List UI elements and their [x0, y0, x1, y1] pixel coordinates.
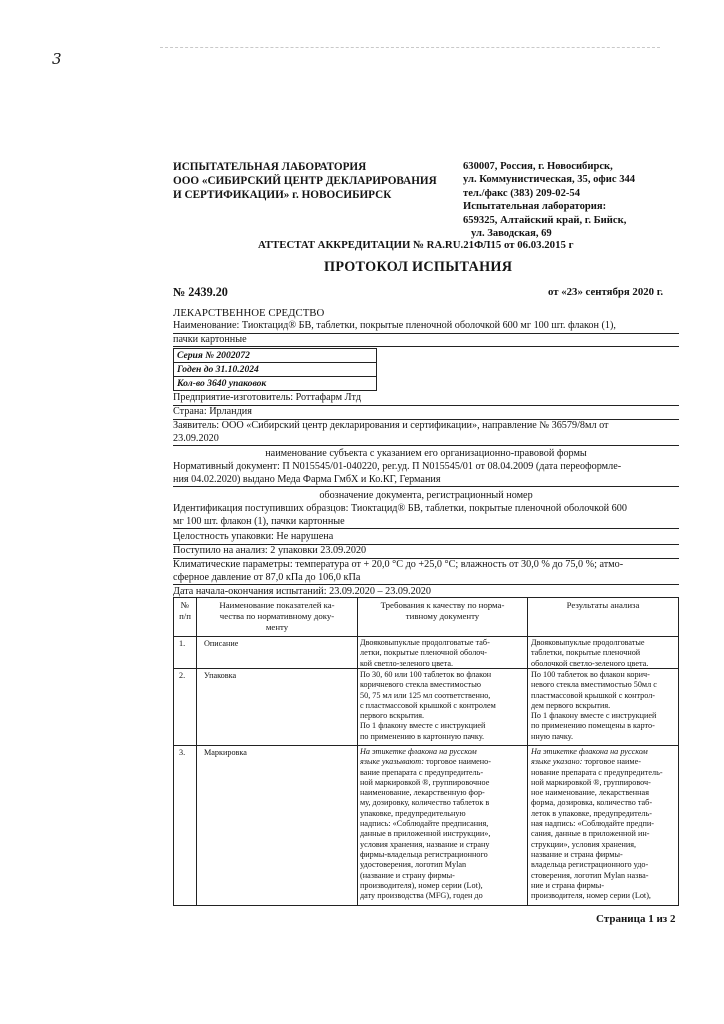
- cell-line: (название и страну фирмы-: [360, 870, 455, 880]
- lab-name-line: ИСПЫТАТЕЛЬНАЯ ЛАБОРАТОРИЯ: [173, 161, 367, 173]
- accreditation-line: АТТЕСТАТ АККРЕДИТАЦИИ № RA.RU.21ФЛ15 от 06.03.2015 г: [258, 239, 574, 251]
- row-1-num: 1.: [179, 639, 186, 648]
- table-row-divider: [174, 745, 678, 746]
- cell-line: 50, 75 мл или 125 мл соответственно,: [360, 690, 491, 700]
- cell-line: кой светло-зеленого цвета.: [360, 658, 453, 668]
- cell-line: таблетки, покрытые пленочной: [531, 648, 641, 658]
- cell-line-italic: На этикетке флакона на русском: [360, 747, 477, 756]
- header-text: чества по нормативному доку-: [219, 611, 335, 621]
- margin-note: 3: [52, 50, 62, 68]
- table-col-divider: [196, 598, 197, 905]
- climate-line: Климатические параметры: температура от + 20,0 °С до +25,0 °С; влажность от 30,0 % до 75,0 %; атмо-: [173, 559, 624, 570]
- address-line: 630007, Россия, г. Новосибирск,: [463, 161, 613, 172]
- cell-line: невого стекла вместимостью 50мл с: [531, 680, 657, 690]
- cell-line: стоверения, логотип Mylan назва-: [531, 870, 649, 880]
- cell-line: оболочкой светло-зеленого цвета.: [531, 658, 649, 668]
- cell-line: дем первого вскрытия.: [531, 700, 611, 710]
- cell-line: По 1 флакону вместе с инструкцией: [531, 711, 657, 721]
- lab-address: [463, 160, 635, 240]
- cell-line: по применению в картонную пачку.: [360, 731, 485, 741]
- cell-line: нную пачку.: [531, 731, 574, 741]
- lab-name-line: И СЕРТИФИКАЦИИ» г. НОВОСИБИРСК: [173, 189, 392, 202]
- package-integrity: Целостность упаковки: Не нарушена: [173, 531, 679, 545]
- cell-line: По 1 флакону вместе с инструкцией: [360, 721, 486, 731]
- header-text: №: [180, 600, 190, 610]
- cell-line: ной маркировкой ®, группировоч-: [531, 777, 651, 787]
- cell-line-italic: На этикетке флакона на русском: [531, 747, 648, 756]
- row-3-results: [531, 747, 679, 901]
- cell-line-italic: языке указано:: [531, 757, 583, 767]
- normative-line: Нормативный документ: П N015545/01-040220, рег.уд. П N015545/01 от 08.04.2009 (дата переоформле-: [173, 461, 622, 472]
- cell-line: удостоверения, логотип Mylan: [360, 860, 467, 870]
- table-col-divider: [357, 598, 358, 905]
- batch-info-box: [173, 348, 377, 391]
- header-text: тивному документу: [405, 611, 480, 621]
- cell-line: форма, дозировка, количество таб-: [531, 798, 653, 808]
- results-table: [173, 597, 679, 906]
- lab-name-line: ООО «СИБИРСКИЙ ЦЕНТР ДЕКЛАРИРОВАНИЯ: [173, 175, 437, 188]
- address-line: 659325, Алтайский край, г. Бийск,: [463, 214, 627, 226]
- address-line: ул. Коммунистическая, 35, офис 344: [463, 174, 636, 186]
- cell-line: му, дозировку, количество таблеток в: [360, 798, 490, 808]
- cell-line: владельца регистрационного удо-: [531, 860, 649, 870]
- cell-line: дату производства (MFG), годен до: [360, 891, 483, 901]
- cell-line: леток в упаковке, предупредитель-: [531, 808, 652, 818]
- header-text: Наименование показателей ка-: [219, 600, 335, 610]
- sample-identification: [173, 503, 679, 529]
- product-name-line: пачки картонные: [173, 334, 679, 348]
- identification-line: Идентификация поступивших образцов: Тиоктацид® БВ, таблетки, покрытые пленочной оболочкой 600: [173, 503, 627, 514]
- lab-name: [173, 160, 437, 203]
- cell-line: Двояковыпуклые продолговатые: [531, 638, 645, 647]
- row-3-indicator: Маркировка: [204, 748, 247, 757]
- cell-line: Двояковыпуклые продолговатые таб-: [360, 638, 490, 647]
- product-name-line: Наименование: Тиоктацид® БВ, таблетки, покрытые пленочной оболочкой 600 мг 100 шт. флакон (1),: [173, 320, 679, 334]
- batch-expiry: Годен до 31.10.2024: [174, 363, 376, 377]
- row-3-num: 3.: [179, 748, 186, 757]
- cell-line: первого вскрытия.: [360, 711, 425, 721]
- header-text: п/п: [179, 611, 191, 621]
- normative-caption: обозначение документа, регистрационный номер: [319, 490, 533, 501]
- cell-line: сания, данные в приложенной ин-: [531, 829, 650, 839]
- row-1-requirements: [360, 638, 526, 669]
- cell-line: струкции», условия хранения,: [531, 839, 637, 849]
- manufacturer: Предприятие-изготовитель: Роттафарм Лтд: [173, 392, 679, 406]
- document-title: ПРОТОКОЛ ИСПЫТАНИЯ: [324, 259, 513, 275]
- identification-line: мг 100 шт. флакон (1), пачки картонные: [173, 516, 679, 530]
- product-category: ЛЕКАРСТВЕННОЕ СРЕДСТВО: [173, 307, 325, 319]
- cell-line: торговое наимено-: [426, 757, 492, 767]
- address-line: тел./факс (383) 209-02-54: [463, 187, 580, 199]
- cell-line: ние и страна фирмы-: [531, 880, 605, 890]
- cell-line: надпись: «Соблюдайте предписания,: [360, 819, 489, 829]
- applicant: [173, 420, 679, 446]
- cell-line: ное наименование, лекарственная: [531, 788, 649, 798]
- cell-line: производителя, номер серии (Lot),: [531, 891, 651, 901]
- table-col-divider: [527, 598, 528, 905]
- protocol-date: от «23» сентября 2020 г.: [548, 286, 664, 298]
- table-row-divider: [174, 636, 678, 637]
- header-indicator: [197, 600, 357, 633]
- cell-line: коричневого стекла вместимостью: [360, 680, 481, 690]
- received-for-analysis: Поступило на анализ: 2 упаковки 23.09.2020: [173, 545, 679, 559]
- cell-line: по применению помещены в карто-: [531, 721, 655, 731]
- cell-line: наименование, лекарственную фор-: [360, 788, 485, 798]
- row-2-num: 2.: [179, 671, 186, 680]
- product-name: [173, 320, 679, 347]
- row-1-indicator: Описание: [204, 639, 239, 648]
- cell-line: нование препарата с предупредитель-: [531, 767, 663, 777]
- cell-line: ной маркировкой ®, группировочное: [360, 777, 490, 787]
- applicant-line: 23.09.2020: [173, 433, 679, 447]
- cell-line: фирмы-владельца регистрационного: [360, 849, 488, 859]
- row-2-indicator: Упаковка: [204, 671, 237, 680]
- cell-line: производителя), номер серии (Lot),: [360, 880, 483, 890]
- climate-line: сферное давление от 87,0 кПа до 106,0 кПа: [173, 572, 679, 586]
- cell-line: ная надпись: «Соблюдайте предпи-: [531, 819, 654, 829]
- climate-parameters: [173, 559, 679, 585]
- cell-line: данные в приложенной инструкции»,: [360, 829, 491, 839]
- cell-line: с пластмассовой крышкой с контролем: [360, 700, 496, 710]
- cell-line: По 30, 60 или 100 таблеток во флакон: [360, 670, 492, 679]
- applicant-caption: наименование субъекта с указанием его организационно-правовой формы: [265, 448, 587, 459]
- cell-line: упаковке, предупредительную: [360, 808, 466, 818]
- header-text: Требования к качеству по норма-: [380, 600, 505, 610]
- header-results: [528, 600, 678, 611]
- row-2-results: [531, 670, 679, 742]
- cell-line: пластмассовой крышкой с контрол-: [531, 690, 656, 700]
- header-num: [174, 600, 196, 622]
- header-text: менту: [265, 622, 289, 632]
- country: Страна: Ирландия: [173, 406, 679, 420]
- applicant-line: Заявитель: ООО «Сибирский центр декларирования и сертификации», направление № 36579/8мл от: [173, 420, 609, 431]
- cell-line: условия хранения, название и страну: [360, 839, 490, 849]
- address-line: Испытательная лаборатория:: [463, 201, 607, 213]
- cell-line: По 100 таблеток во флакон корич-: [531, 670, 650, 679]
- batch-series: Серия № 2002072: [174, 349, 376, 363]
- normative-document: [173, 461, 679, 487]
- cell-line: вание препарата с предупредитель-: [360, 767, 484, 777]
- scan-edge-line: [160, 47, 660, 48]
- cell-line: летки, покрытые пленочной оболоч-: [360, 648, 488, 658]
- header-text: Результаты анализа: [566, 600, 640, 610]
- address-line: ул. Заводская, 69: [471, 228, 552, 240]
- batch-quantity: Кол-во 3640 упаковок: [177, 378, 267, 389]
- page-number: Страница 1 из 2: [596, 913, 676, 925]
- row-3-requirements: [360, 747, 526, 901]
- row-2-requirements: [360, 670, 526, 742]
- row-1-results: [531, 638, 679, 669]
- normative-line: ния 04.02.2020) выдано Меда Фарма ГмбХ и Ко.КГ, Германия: [173, 474, 679, 488]
- cell-line-italic: языке указывают:: [360, 757, 424, 767]
- cell-line: название и страна фирмы-: [531, 849, 623, 859]
- cell-line: торговое наиме-: [584, 757, 641, 767]
- test-dates: Дата начала-окончания испытаний: 23.09.2020 – 23.09.2020: [173, 586, 431, 597]
- protocol-number: № 2439.20: [173, 285, 228, 299]
- header-requirements: [358, 600, 527, 622]
